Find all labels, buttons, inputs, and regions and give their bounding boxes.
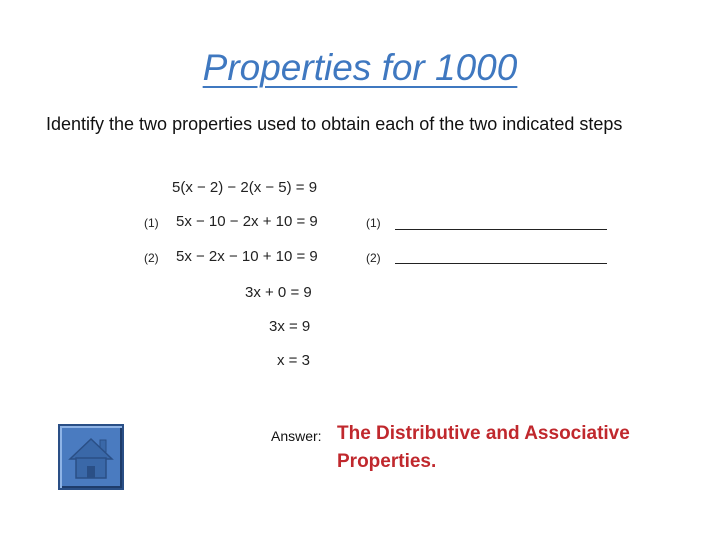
step-1-label: (1)	[144, 216, 159, 230]
start-equation: 5(x − 2) − 2(x − 5) = 9	[172, 179, 318, 196]
step-2-equation: 5x − 2x − 10 + 10 = 9	[176, 248, 318, 265]
blank-1-line	[395, 229, 607, 230]
step-2-label: (2)	[144, 251, 159, 265]
step-1-equation: 5x − 10 − 2x + 10 = 9	[176, 213, 318, 230]
answer-text: The Distributive and Associative Properties.	[337, 423, 630, 472]
step-4-equation: 3x = 9	[269, 318, 311, 335]
home-icon	[66, 432, 116, 482]
blank-1-label: (1)	[366, 216, 381, 230]
home-button[interactable]	[58, 424, 124, 490]
blank-2-label: (2)	[366, 251, 381, 265]
instruction-text: Identify the two properties used to obtain each of the two indicated steps	[46, 114, 623, 134]
slide-title: Properties for 1000	[202, 47, 518, 88]
blank-2-line	[395, 263, 607, 264]
step-3-equation: 3x + 0 = 9	[245, 284, 312, 301]
answer-label: Answer:	[271, 428, 322, 444]
step-5-equation: x = 3	[277, 352, 310, 369]
